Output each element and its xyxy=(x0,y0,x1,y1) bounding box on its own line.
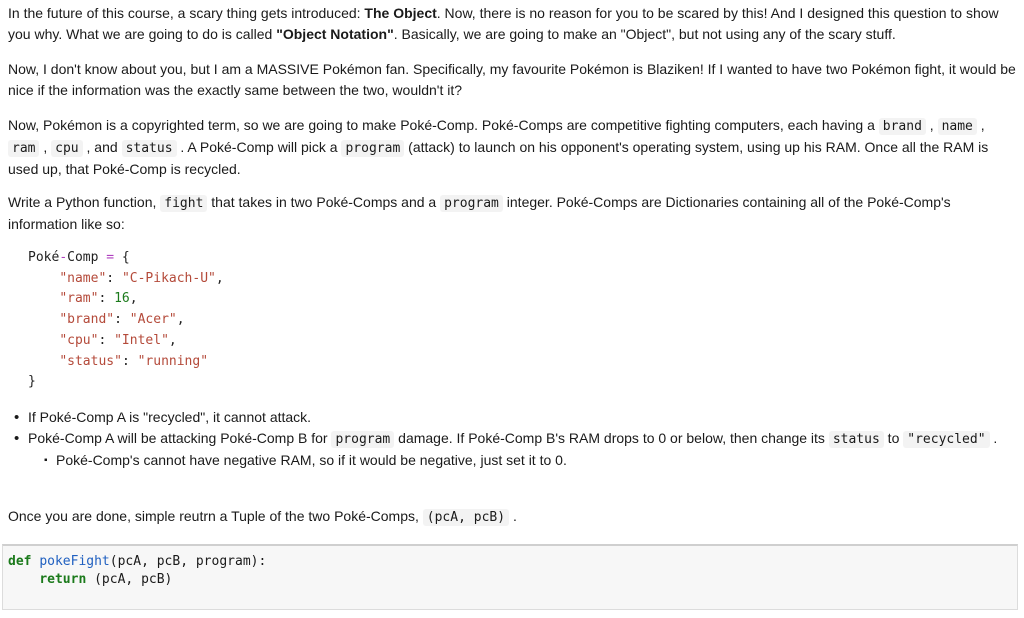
text: , xyxy=(976,117,985,133)
keyword: def xyxy=(8,554,32,569)
inline-code-fight: fight xyxy=(160,195,207,212)
code-token: } xyxy=(28,374,36,390)
return-paragraph xyxy=(8,506,517,528)
code-key: "brand" xyxy=(59,312,115,328)
text: integer. Poké-Comps are Dictionaries containing all of the Poké-Comp's information like so: xyxy=(8,194,951,232)
list-item-text: If Poké-Comp A is "recycled", it cannot attack. xyxy=(28,409,312,425)
task-paragraph xyxy=(8,192,1018,235)
text: Poké-Comp A will be attacking Poké-Comp B for xyxy=(28,430,332,446)
intro-text: . Basically, we are going to make an "Object", but not using any of the scary stuff. xyxy=(393,26,896,42)
list-item xyxy=(42,450,1002,471)
text: that takes in two Poké-Comps and a xyxy=(207,194,441,210)
text: , and xyxy=(82,139,122,155)
rules-list xyxy=(12,407,1002,471)
code-token: Poké xyxy=(28,250,60,265)
inline-code-name: name xyxy=(938,118,977,135)
text: (attack) to launch on his opponent's operating system, using up his RAM. Once all the RAM is used up, that Poké-Comp is recycled. xyxy=(8,139,989,177)
inline-code-brand: brand xyxy=(879,118,926,135)
intro-text: In the future of this course, a scary thing gets introduced: xyxy=(8,5,365,21)
list-item xyxy=(12,428,1002,471)
code-editor[interactable] xyxy=(2,544,1018,610)
intro-paragraph xyxy=(8,3,1018,45)
code-token: = xyxy=(106,250,115,265)
inline-code-tuple: (pcA, pcB) xyxy=(423,509,509,526)
function-signature: (pcA, pcB, program): xyxy=(109,554,267,569)
code-key: "ram" xyxy=(59,291,99,307)
text: Write a Python function, xyxy=(8,194,161,210)
example-code-block: Poké-Comp = { "name": "C-Pikach-U", "ram": 16, "brand": "Acer", "cpu": "Intel", "status": "running" } xyxy=(28,250,224,390)
inline-code-program: program xyxy=(341,140,404,157)
list-item xyxy=(12,407,1002,428)
text: . xyxy=(989,430,998,446)
text: damage. If Poké-Comp B's RAM drops to 0 or below, then change its xyxy=(394,430,829,446)
keyword: return xyxy=(39,572,87,587)
pokemon-paragraph: Now, I don't know about you, but I am a MASSIVE Pokémon fan. Specifically, my favourite Pokémon is Blaziken! If I wanted to have two Pokémon fight, it would be nice if the information was the exactly same between the two, wouldn't it? xyxy=(8,61,1016,98)
inline-code-recycled: "recycled" xyxy=(903,431,989,448)
intro-text: . Now, there is no reason for you to be scared by this! And I designed this question to show you why. What we are going to do is called xyxy=(8,5,999,42)
code-value: 16 xyxy=(114,291,130,307)
text: to xyxy=(883,430,904,446)
inline-code-ram: ram xyxy=(8,140,39,157)
inline-code-status: status xyxy=(122,140,177,157)
list-item-text: Poké-Comp's cannot have negative RAM, so if it would be negative, just set it to 0. xyxy=(56,452,567,468)
inline-code-cpu: cpu xyxy=(51,140,82,157)
text: . xyxy=(509,508,517,524)
pokecomp-paragraph xyxy=(8,115,1018,180)
intro-bold-object: The Object xyxy=(364,5,437,21)
code-key: "status" xyxy=(59,353,122,369)
function-name: pokeFight xyxy=(39,554,110,569)
text: , xyxy=(925,117,938,133)
code-value: "Acer" xyxy=(129,312,177,328)
code-key: "cpu" xyxy=(59,332,99,348)
code-key: "name" xyxy=(59,270,107,286)
text: . A Poké-Comp will pick a xyxy=(176,139,342,155)
code-token: Comp xyxy=(67,250,107,265)
text: Now, Pokémon is a copyrighted term, so we are going to make Poké-Comp. Poké-Comps are competitive fighting computers, each having a xyxy=(8,117,879,133)
code-token: { xyxy=(114,250,130,265)
text: Once you are done, simple reutrn a Tuple of the two Poké-Comps, xyxy=(8,508,423,524)
code-value: "C-Pikach-U" xyxy=(121,270,216,286)
code-token: - xyxy=(59,250,68,265)
code-value: "running" xyxy=(137,353,209,369)
sub-list xyxy=(28,450,1002,471)
inline-code-program: program xyxy=(331,431,394,448)
intro-bold-notation: "Object Notation" xyxy=(276,26,394,42)
code-value: "Intel" xyxy=(114,332,169,348)
text: , xyxy=(39,139,52,155)
inline-code-program: program xyxy=(440,195,503,212)
inline-code-status: status xyxy=(829,431,884,448)
return-value: (pcA, pcB) xyxy=(86,572,173,587)
